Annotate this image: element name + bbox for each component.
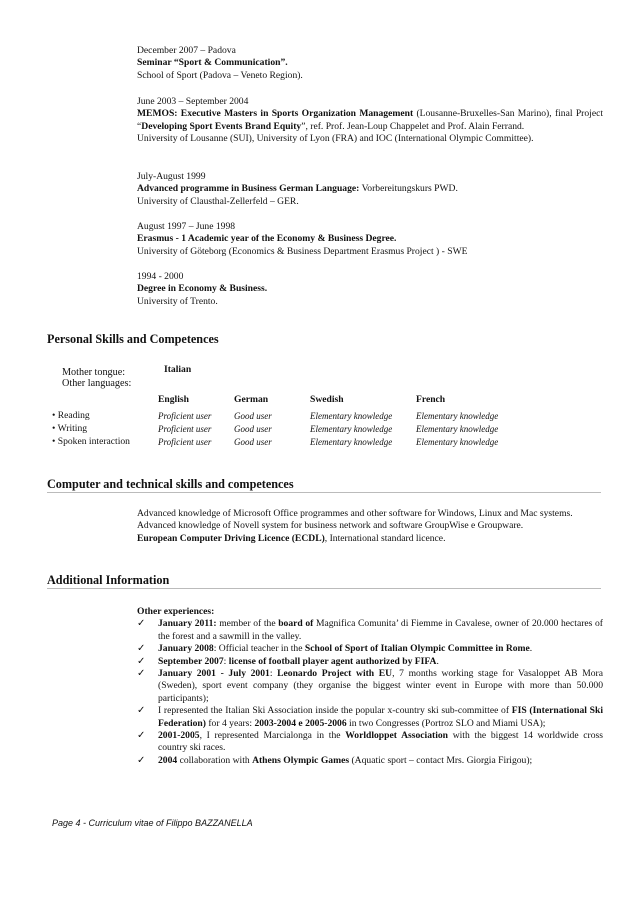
checkmark-icon: ✓ [137,618,146,630]
mother-tongue-value: Italian [164,364,192,375]
list-item: ✓ January 2008: Official teacher in the School of Sport of Italian Olympic Committee in Rome. [137,643,533,655]
skill-level: Elementary knowledge [416,411,499,421]
other-languages-label: Other languages: [62,378,132,389]
language-column-swedish: Swedish [310,394,344,405]
section-heading-computer-skills: Computer and technical skills and competences [47,477,294,491]
checkmark-icon: ✓ [137,730,146,742]
skill-level: Proficient user [158,424,212,434]
checkmark-icon: ✓ [137,643,146,655]
checkmark-icon: ✓ [137,705,146,717]
skill-level: Elementary knowledge [310,437,393,447]
checkmark-icon: ✓ [137,655,146,667]
list-item: ✓ January 2011: member of the board of Magnifica Comunita’ di Fiemme in Cavalese, owner of 20.000 hectares of the forest and a sawmill in the valley. [137,618,603,642]
skill-row-label: • Writing [52,423,88,434]
language-column-english: English [158,394,189,405]
skill-level: Proficient user [158,411,212,421]
language-column-french: French [416,394,446,405]
skill-level: Elementary knowledge [416,437,499,447]
skill-level: Good user [234,437,272,447]
skill-level: Good user [234,424,272,434]
education-entry: July-August 1999 Advanced programme in Business German Language: Vorbereitungskurs PWD. University of Clausthal-Zellerfeld – GER. [137,171,458,207]
mother-tongue-label: Mother tongue: [62,367,126,378]
list-item: ✓ January 2001 - July 2001: Leonardo Project with EU, 7 months working stage for Vasaloppet AB Mora (Sweden), sport event company (they organise the biggest winter event in Europe with more than 50.000 participants); [137,668,603,704]
checkmark-icon: ✓ [137,668,146,680]
page-footer: Page 4 - Curriculum vitae of Filippo BAZZANELLA [52,818,253,828]
list-item: ✓ 2004 collaboration with Athens Olympic Games (Aquatic sport – contact Mrs. Giorgia Firigou); [137,754,533,766]
section-divider [47,588,601,589]
other-experiences-intro: Other experiences: [137,606,215,617]
section-heading-personal-skills: Personal Skills and Competences [47,332,219,346]
skill-level: Elementary knowledge [310,411,393,421]
section-divider [47,492,601,493]
skill-level: Proficient user [158,437,212,447]
skill-level: Good user [234,411,272,421]
section-heading-additional-info: Additional Information [47,573,170,587]
checkmark-icon: ✓ [137,754,146,766]
other-experiences-list [137,606,603,767]
skill-level: Elementary knowledge [310,424,393,434]
education-entry: December 2007 – Padova Seminar “Sport & Communication”. School of Sport (Padova – Veneto Region). [137,45,303,81]
list-item: ✓ I represented the Italian Ski Association inside the popular x-country ski sub-committee of FIS (International Ski Federation) for 4 years: 2003-2004 e 2005-2006 in two Congresses (Portroz SLO and Miami USA); [137,705,603,729]
education-entry: August 1997 – June 1998 Erasmus - 1 Academic year of the Economy & Business Degree. University of Göteborg (Economics & Business Department Erasmus Project ) - SWE [137,221,468,257]
skill-row-label: • Spoken interaction [52,436,130,447]
education-entry: 1994 - 2000 Degree in Economy & Business. University of Trento. [137,271,268,307]
skill-level: Elementary knowledge [416,424,499,434]
list-item: ✓ September 2007: license of football player agent authorized by FIFA. [137,655,439,667]
list-item: ✓ 2001-2005, I represented Marcialonga in the Worldloppet Association with the biggest 14 worldwide cross country ski races. [137,730,603,754]
education-entry: June 2003 – September 2004 MEMOS: Executive Masters in Sports Organization Management (Lousanne-Bruxelles-San Marino), final Project “Developing Sport Events Brand Equity”, ref. Prof. Jean-Loup Chappelet and Prof. Alain Ferrand. University of Lousanne (SUI), University of Lyon (FRA) and IOC (International Olympic Committee). [137,96,603,145]
skill-row-label: • Reading [52,410,90,421]
computer-skills-text: Advanced knowledge of Microsoft Office programmes and other software for Windows, Linux and Mac systems. Advanced knowledge of Novell system for business network and software GroupWise e Groupware. European Computer Driving Licence (ECDL), International standard licence. [137,508,573,544]
language-column-german: German [234,394,269,405]
